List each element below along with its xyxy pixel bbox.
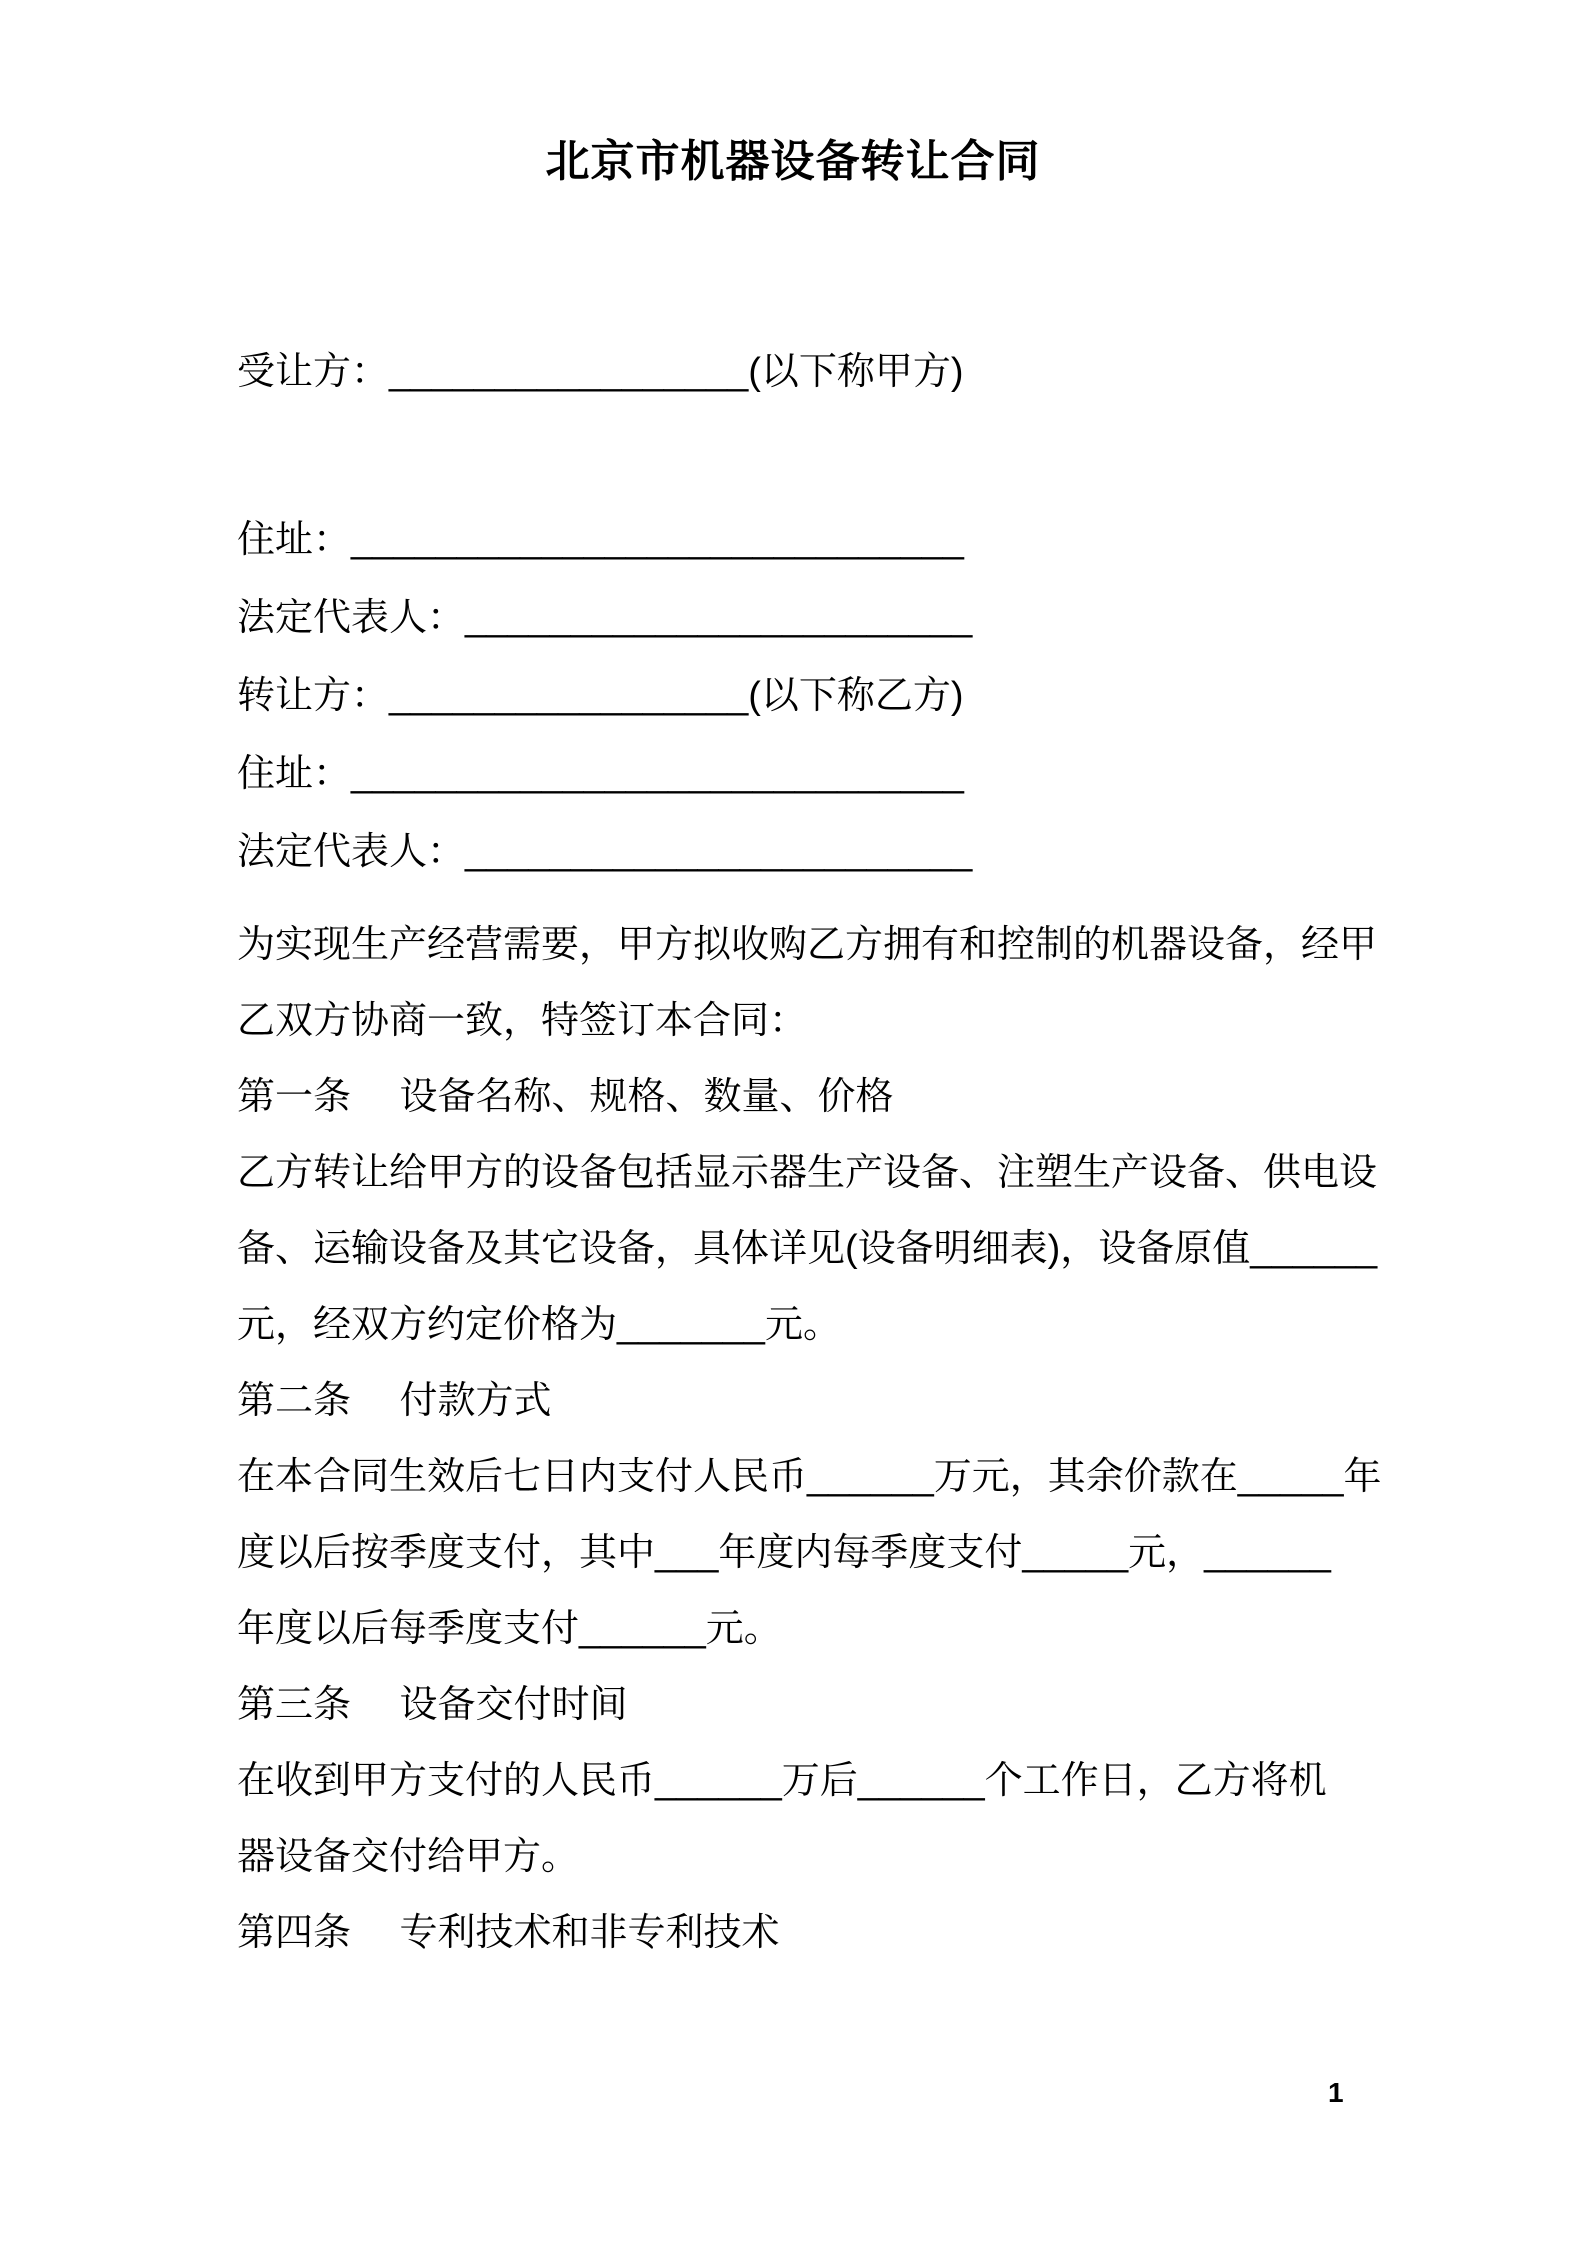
document-line: 第一条 设备名称、规格、数量、价格: [237, 1076, 894, 1118]
document-body: [237, 333, 1382, 1971]
document-line: 住址：_____________________________: [237, 519, 964, 561]
document-line: 法定代表人：________________________: [237, 597, 973, 639]
line-gap: [237, 411, 1367, 501]
document-line: 年度以后每季度支付______元。: [237, 1608, 782, 1650]
document-line: 受让方：_________________(以下称甲方): [237, 351, 964, 393]
document-line: 第三条 设备交付时间: [237, 1684, 628, 1726]
document-line: 备、运输设备及其它设备，具体详见(设备明细表)，设备原值______: [237, 1228, 1378, 1270]
document-title: 北京市机器设备转让合同: [545, 137, 1041, 186]
document-line: 为实现生产经营需要，甲方拟收购乙方拥有和控制的机器设备，经甲: [237, 924, 1378, 966]
document-line: 在本合同生效后七日内支付人民币______万元，其余价款在_____年: [237, 1456, 1382, 1498]
document-line: 第二条 付款方式: [237, 1380, 552, 1422]
page-number-label: 1: [1328, 2077, 1344, 2108]
document-line: 乙方转让给甲方的设备包括显示器生产设备、注塑生产设备、供电设: [237, 1152, 1378, 1194]
document-line: 乙双方协商一致，特签订本合同：: [237, 1000, 808, 1042]
document-line: 法定代表人：________________________: [237, 831, 973, 873]
document-line: 第四条 专利技术和非专利技术: [237, 1912, 780, 1954]
document-line: 器设备交付给甲方。: [237, 1836, 580, 1878]
document-line: 元，经双方约定价格为_______元。: [237, 1304, 841, 1346]
document-line: 度以后按季度支付，其中___年度内每季度支付_____元，______: [237, 1532, 1331, 1574]
document-line: 住址：_____________________________: [237, 753, 964, 795]
line-gap: [237, 891, 1367, 907]
document-line: 转让方：_________________(以下称乙方): [237, 675, 964, 717]
document-line: 在收到甲方支付的人民币______万后______个工作日，乙方将机: [237, 1760, 1327, 1802]
